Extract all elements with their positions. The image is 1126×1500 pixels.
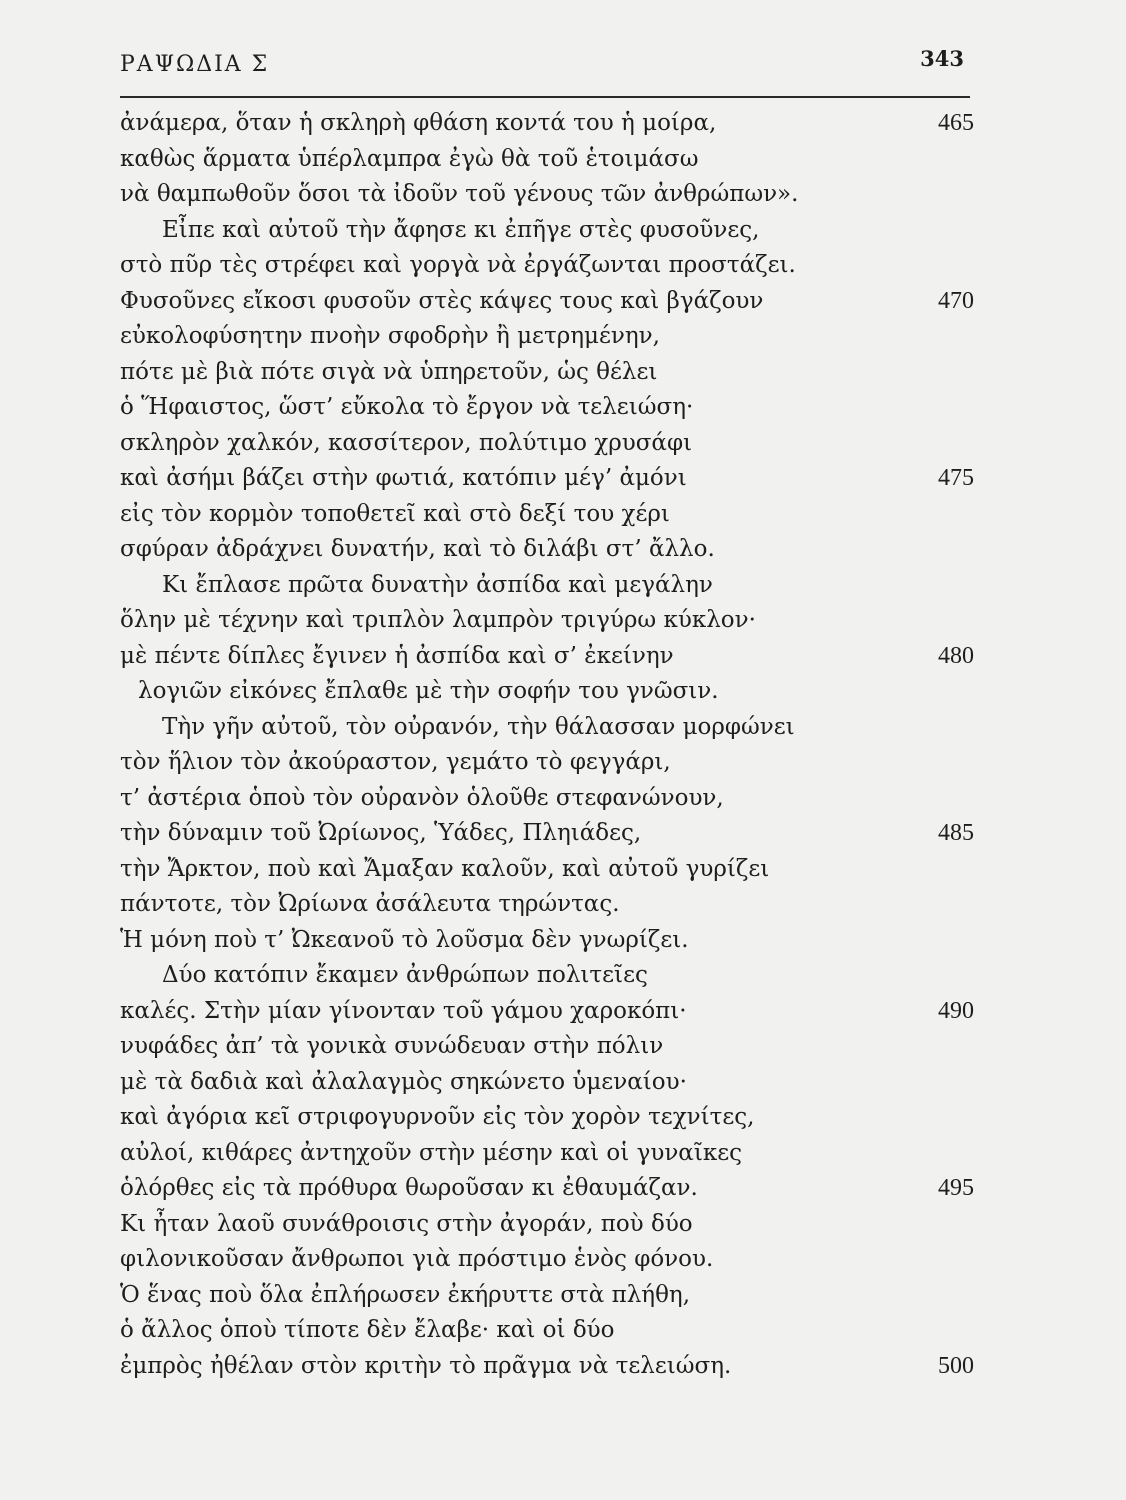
verse-line <box>120 674 1000 710</box>
verse-line <box>120 426 1000 462</box>
line-number: 480 <box>938 642 974 669</box>
verse-line <box>120 1242 1000 1278</box>
verse-text: αὐλοί, κιθάρες ἀντηχοῦν στὴν μέσην καὶ οἱ γυναῖκες <box>120 1139 743 1166</box>
verse-line <box>120 923 1000 959</box>
verse-text: ὁ Ἥφαιστος, ὥστ’ εὔκολα τὸ ἔργον νὰ τελειώση· <box>120 394 694 420</box>
verse-text: ὅλην μὲ τέχνην καὶ τριπλὸν λαμπρὸν τριγύρω κύκλον· <box>120 607 756 633</box>
verse-line <box>120 1313 1000 1349</box>
verse-line <box>120 710 1000 746</box>
verse-text: Φυσοῦνες εἴκοσι φυσοῦν στὲς κάψες τους καὶ βγάζουν <box>120 287 764 314</box>
verse-line <box>120 461 1000 497</box>
verse-text: καθὼς ἅρματα ὑπέρλαμπρα ἐγὼ θὰ τοῦ ἑτοιμάσω <box>120 145 699 172</box>
verse-line <box>120 1278 1000 1314</box>
verse-line <box>120 852 1000 888</box>
verse-line <box>120 1136 1000 1172</box>
verse-text: μὲ τὰ δαδιὰ καὶ ἀλαλαγμὸς σηκώνετο ὑμεναίου· <box>120 1068 687 1095</box>
verse-line <box>120 1171 1000 1207</box>
verse-text: σφύραν ἀδράχνει δυνατήν, καὶ τὸ διλάβι στ’ ἄλλο. <box>120 536 715 562</box>
verse-text: ὁ ἄλλος ὁποὺ τίποτε δὲν ἔλαβε· καὶ οἱ δύο <box>120 1317 615 1343</box>
line-number: 495 <box>938 1175 974 1201</box>
verse-line <box>120 1065 1000 1101</box>
verse-text: φιλονικοῦσαν ἄνθρωποι γιὰ πρόστιμο ἑνὸς φόνου. <box>120 1246 714 1272</box>
verse-line <box>120 994 1000 1030</box>
verse-line <box>120 639 1000 675</box>
verse-line <box>120 781 1000 817</box>
verse-text: καὶ ἀσήμι βάζει στὴν φωτιά, κατόπιν μέγ’ ἀμόνι <box>120 465 687 491</box>
verse-text: Εἶπε καὶ αὐτοῦ τὴν ἄφησε κι ἐπῆγε στὲς φυσοῦνες, <box>162 216 760 243</box>
verse-line <box>120 390 1000 426</box>
verse-line <box>120 319 1000 355</box>
line-number: 465 <box>938 110 974 136</box>
verse-text: καλές. Στὴν μίαν γίνονταν τοῦ γάμου χαροκόπι· <box>120 997 687 1024</box>
verse-text: στὸ πῦρ τὲς στρέφει καὶ γοργὰ νὰ ἐργάζωνται προστάζει. <box>120 252 796 278</box>
page-header <box>120 38 970 98</box>
verse-line <box>120 284 1000 320</box>
verse-text: ὁλόρθες εἰς τὰ πρόθυρα θωροῦσαν κι ἐθαυμάζαν. <box>120 1175 698 1201</box>
line-number: 470 <box>938 287 974 314</box>
verse-text: τὴν Ἄρκτον, ποὺ καὶ Ἄμαξαν καλοῦν, καὶ αὐτοῦ γυρίζει <box>120 855 770 882</box>
verse-line <box>120 568 1000 604</box>
verse-text: ἀνάμερα, ὅταν ἡ σκληρὴ φθάση κοντά του ἡ μοίρα, <box>120 110 717 136</box>
verse-text: λογιῶν εἰκόνες ἔπλαθε μὲ τὴν σοφήν του γνῶσιν. <box>138 678 719 704</box>
verse-text: τ’ ἀστέρια ὁποὺ τὸν οὐρανὸν ὁλοῦθε στεφανώνουν, <box>120 784 724 811</box>
verse-text: Τὴν γῆν αὐτοῦ, τὸν οὐρανόν, τὴν θάλασσαν μορφώνει <box>162 713 795 740</box>
verse-text: Δύο κατόπιν ἔκαμεν ἀνθρώπων πολιτεῖες <box>162 962 648 988</box>
verse-text: νυφάδες ἀπ’ τὰ γονικὰ συνώδευαν στὴν πόλιν <box>120 1033 664 1059</box>
verse-line <box>120 1207 1000 1243</box>
verse-line <box>120 177 1000 213</box>
verse-line <box>120 497 1000 533</box>
verse-line <box>120 106 1000 142</box>
verse-line <box>120 532 1000 568</box>
verse-line <box>120 248 1000 284</box>
verse-text: Κι ἦταν λαοῦ συνάθροισις στὴν ἀγοράν, ποὺ δύο <box>120 1210 693 1237</box>
line-number: 490 <box>938 997 974 1024</box>
line-number: 500 <box>938 1352 974 1379</box>
verse-line <box>120 887 1000 923</box>
verse-line <box>120 1349 1000 1385</box>
verse-text: ἐμπρὸς ἠθέλαν στὸν κριτὴν τὸ πρᾶγμα νὰ τελειώση. <box>120 1352 732 1379</box>
verse-text: μὲ πέντε δίπλες ἔγινεν ἡ ἀσπίδα καὶ σ’ ἐκείνην <box>120 642 674 669</box>
poem-text <box>120 106 1000 1384</box>
verse-text: Κι ἔπλασε πρῶτα δυνατὴν ἀσπίδα καὶ μεγάλην <box>162 571 713 598</box>
verse-text: τὴν δύναμιν τοῦ Ὠρίωνος, Ὑάδες, Πληιάδες, <box>120 820 642 846</box>
verse-text: νὰ θαμπωθοῦν ὅσοι τὰ ἰδοῦν τοῦ γένους τῶν ἀνθρώπων». <box>120 181 799 207</box>
verse-line <box>120 603 1000 639</box>
verse-text: πάντοτε, τὸν Ὠρίωνα ἀσάλευτα τηρώντας. <box>120 891 620 917</box>
verse-text: πότε μὲ βιὰ πότε σιγὰ νὰ ὑπηρετοῦν, ὡς θέλει <box>120 358 658 385</box>
verse-text: τὸν ἥλιον τὸν ἀκούραστον, γεμάτο τὸ φεγγάρι, <box>120 749 671 775</box>
verse-line <box>120 958 1000 994</box>
verse-text: Ἡ μόνη ποὺ τ’ Ὠκεανοῦ τὸ λοῦσμα δὲν γνωρίζει. <box>120 926 689 953</box>
running-head: ΡΑΨΩΔΙΑ Σ <box>120 52 270 77</box>
verse-line <box>120 1029 1000 1065</box>
verse-text: Ὁ ἕνας ποὺ ὅλα ἐπλήρωσεν ἐκήρυττε στὰ πλήθη, <box>120 1281 691 1308</box>
line-number: 475 <box>938 465 974 491</box>
verse-line <box>120 816 1000 852</box>
verse-line <box>120 213 1000 249</box>
verse-text: σκληρὸν χαλκόν, κασσίτερον, πολύτιμο χρυσάφι <box>120 429 693 456</box>
verse-line <box>120 355 1000 391</box>
verse-text: καὶ ἀγόρια κεῖ στριφογυρνοῦν εἰς τὸν χορὸν τεχνίτες, <box>120 1104 755 1130</box>
verse-text: εὐκολοφύσητην πνοὴν σφοδρὴν ἢ μετρημένην, <box>120 323 660 349</box>
verse-line <box>120 745 1000 781</box>
verse-line <box>120 142 1000 178</box>
verse-line <box>120 1100 1000 1136</box>
page-number: 343 <box>920 46 964 71</box>
verse-text: εἰς τὸν κορμὸν τοποθετεῖ καὶ στὸ δεξί του χέρι <box>120 500 670 527</box>
line-number: 485 <box>938 820 974 846</box>
